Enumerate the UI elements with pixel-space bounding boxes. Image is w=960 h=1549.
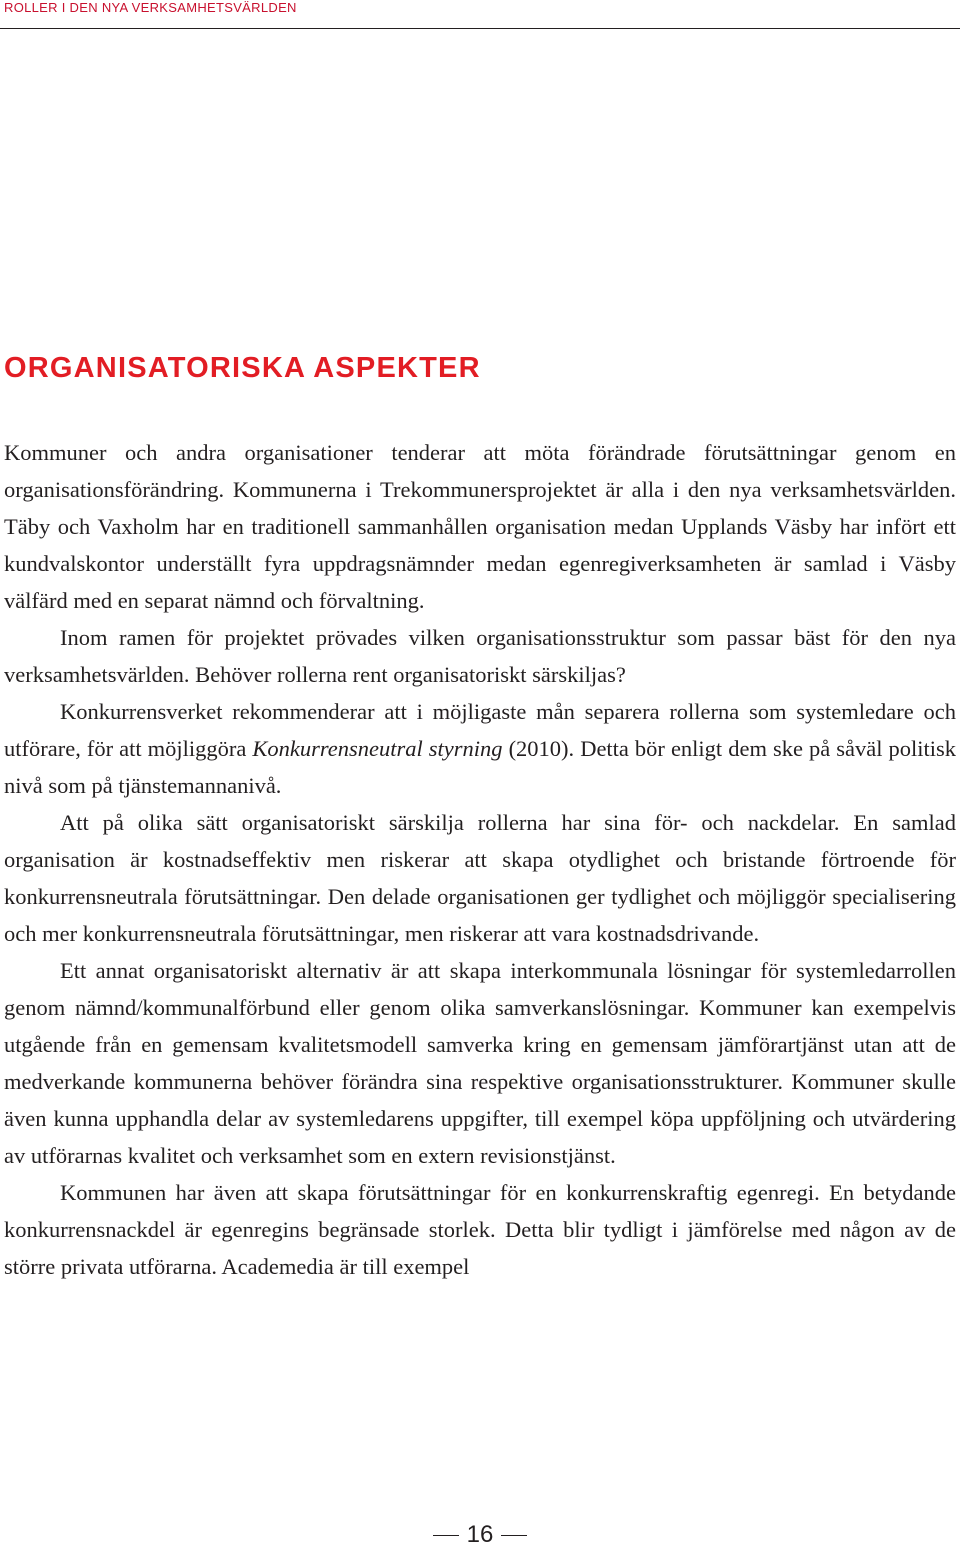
citation-title: Konkurrensneutral styrning (252, 736, 503, 761)
running-header: ROLLER I DEN NYA VERKSAMHETSVÄRLDEN (4, 0, 297, 15)
section-title: ORGANISATORISKA ASPEKTER (4, 352, 481, 384)
konkurrensverket-text-after: (2010). Detta bör enligt dem ske på såväl politisk nivå som på tjänstemannanivå. (4, 736, 956, 798)
paragraph-konkurrensverket (4, 693, 956, 804)
paragraph-project: Inom ramen för projektet prövades vilken organisationsstruktur som passar bäst för den nya verksamhetsvärlden. Behöver rollerna rent organisatoriskt särskiljas? (4, 625, 956, 687)
paragraph-pros-cons: Att på olika sätt organisatoriskt särskilja rollerna har sina för- och nackdelar. En samlad organisation är kostnadseffektiv men riskerar att skapa otydlighet och bristande förtroende för konkurrensneutrala förutsättningar. Den delade organisationen ger tydlighet och möjliggör specialisering och mer konkurrensneutrala förutsättningar, men riskerar att vara kostnadsdrivande. (4, 810, 956, 946)
body-text (4, 434, 956, 1285)
page-number (0, 1521, 960, 1549)
page-number-left-dash (433, 1535, 459, 1537)
paragraph-intermunicipal: Ett annat organisatoriskt alternativ är att skapa interkommunala lösningar för systemledarrollen genom nämnd/kommunalförbund eller genom olika samverkanslösningar. Kommuner kan exempelvis utgående från en gemensam kvalitetsmodell samverka kring en gemensam jämförartjänst utan att de medverkande kommunerna behöver förändra sina respektive organisationsstrukturer. Kommuner skulle även kunna upphandla delar av systemledarens uppgifter, till exempel köpa uppföljning och utvärdering av utförarnas kvalitet och verksamhet som en extern revisionstjänst. (4, 958, 956, 1168)
konkurrensverket-text-before: Konkurrensverket rekommenderar att i möjligaste mån separera rollerna som systemledare och utförare, för att möjliggöra (4, 699, 956, 761)
paragraph-egenregi: Kommunen har även att skapa förutsättningar för en konkurrenskraftig egenregi. En betydande konkurrensnackdel är egenregins begränsade storlek. Detta blir tydligt i jämförelse med någon av de större privata utförarna. Academedia är till exempel (4, 1180, 956, 1279)
page-number-right-dash (501, 1535, 527, 1537)
page-number-value: 16 (466, 1521, 494, 1548)
header-rule (0, 28, 960, 29)
paragraph-intro: Kommuner och andra organisationer tenderar att möta förändrade förutsättningar genom en organisationsförändring. Kommunerna i Trekommunersprojektet är alla i den nya verksamhetsvärlden. Täby och Vaxholm har en traditionell sammanhållen organisation medan Upplands Väsby har infört ett kundvalskontor underställt fyra uppdragsnämnder medan egenregiverksamheten är samlad i Väsby välfärd med en separat nämnd och förvaltning. (4, 440, 956, 613)
